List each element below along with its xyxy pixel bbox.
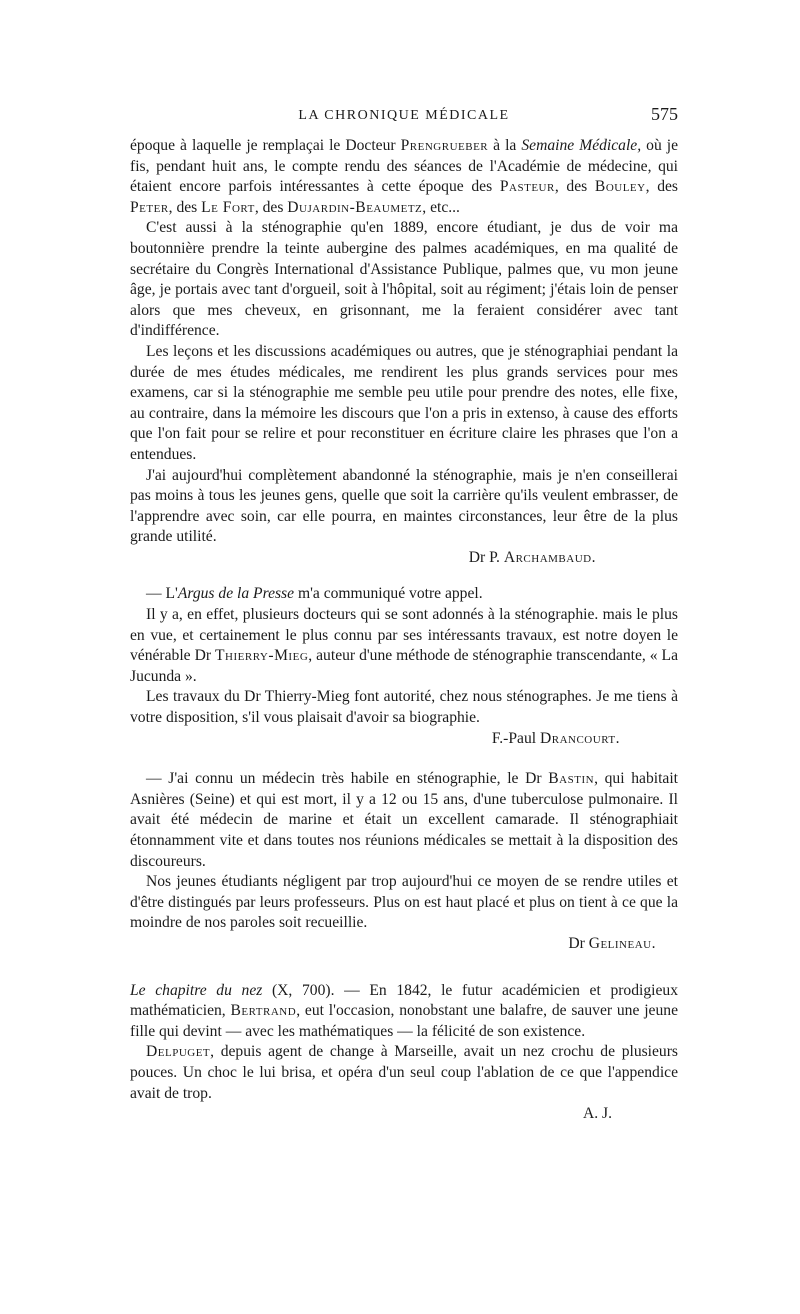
letter2-paragraph2: Il y a, en effet, plusieurs docteurs qui se sont adonnés à la sténographie. mais le plus en vue, et certainement le plus connu par ses intéressants travaux, est notre doyen le vénérable Dr Thierry-Mieg, auteur d'une méthode de sténographie transcendante, « La Jucunda ». [130, 606, 678, 685]
running-title: LA CHRONIQUE MÉDICALE [298, 108, 510, 123]
spacer [130, 568, 678, 584]
page-body [130, 136, 678, 1125]
signature-drancourt: F.-Paul Drancourt. [491, 729, 620, 747]
name-prengrueber: Prengrueber [400, 137, 489, 154]
letter1-paragraph3: Les leçons et les discussions académiques ou autres, que je sténographiai pendant la durée de mes études médicales, me rendirent les plus grands services pour mes examens, car si la sténographie me semble peu utile pour prendre des notes, elle fixe, au contraire, dans la mémoire les discours que l'on a pris in extenso, à cause des efforts que l'on fait pour se relire et pour reconstituer en écriture claire les phrases que l'on a entendues. [130, 342, 678, 463]
section-nez-paragraph1: Le chapitre du nez (X, 700). — En 1842, le futur académicien et prodigieux mathématicien, Bertrand, eut l'occasion, nonobstant une balafre, de sauver une jeune fille qui devint — avec les mathématiques — la félicité de son existence. [130, 981, 679, 1040]
letter1-paragraph4: J'ai aujourd'hui complètement abandonné la sténographie, mais je n'en conseillerai pas moins à tous les jeunes gens, quelle que soit la carrière qu'ils veulent embrasser, de l'apprendre avec soin, car elle pourra, en maintes circonstances, leur être de la plus grande utilité. [130, 466, 678, 546]
letter1-paragraph1: époque à laquelle je remplaçai le Docteur Prengrueber à la Semaine Médicale, où je fis, pendant huit ans, le compte rendu des séances de l'Académie de médecine, qui étaient encore parfois intéressantes à cette époque des Pasteur, des Bouley, des Peter, des Le Fort, des Dujardin-Beaumetz, etc... [130, 137, 679, 216]
journal-name: Semaine Médicale, [521, 137, 642, 154]
running-header [130, 104, 678, 132]
letter2-paragraph3: Les travaux du Dr Thierry-Mieg font autorité, chez nous sténographes. Je me tiens à votre disposition, s'il vous plaisait d'avoir sa biographie. [130, 688, 678, 727]
letter1-paragraph2: C'est aussi à la sténographie qu'en 1889, encore étudiant, je dus de voir ma boutonnière prendre la teinte aubergine des palmes académiques, en ma qualité de secrétaire du Congrès International d'Assistance Publique, palmes que, vu mon jeune âge, je portais avec tant d'orgueil, soit à l'hôpital, soit au régiment; j'étais loin de penser alors que mes cheveux, en grisonnant, me la feraient considérer avec tant d'indifférence. [130, 219, 678, 340]
spacer [130, 749, 678, 769]
letter3-paragraph1: — J'ai connu un médecin très habile en sténographie, le Dr Bastin, qui habitait Asnières (Seine) et qui est mort, il y a 12 ou 15 ans, d'une tuberculose pulmonaire. Il avait été médecin de marine et était un excellent camarade. Il sténographiait étonnamment vite et dans toutes nos réunions médicales se mettait à la disposition des discoureurs. [130, 770, 678, 870]
section-nez-paragraph2: Delpuget, depuis agent de change à Marseille, avait un nez crochu de plusieurs pouces. Un choc le lui brisa, et opéra d'un seul coup l'ablation de ce que l'appendice avait de trop. [130, 1043, 678, 1102]
spacer [130, 955, 678, 981]
signature-archambaud: Dr P. Archambaud. [468, 548, 596, 566]
letter2-paragraph1: — L'Argus de la Presse m'a communiqué votre appel. [146, 585, 483, 603]
page-number: 575 [651, 104, 678, 124]
signature-gelineau: Dr Gelineau. [568, 934, 656, 952]
source-name: Argus de la Presse [177, 585, 295, 603]
letter3-paragraph2: Nos jeunes étudiants négligent par trop aujourd'hui ce moyen de se rendre utiles et d'être distingués par leurs professeurs. Plus on est haut placé et plus on tient à ce que la moindre de nos paroles soit recueillie. [130, 873, 678, 932]
signature-aj: A. J. [582, 1105, 612, 1123]
section-title: Le chapitre du nez [130, 981, 263, 999]
